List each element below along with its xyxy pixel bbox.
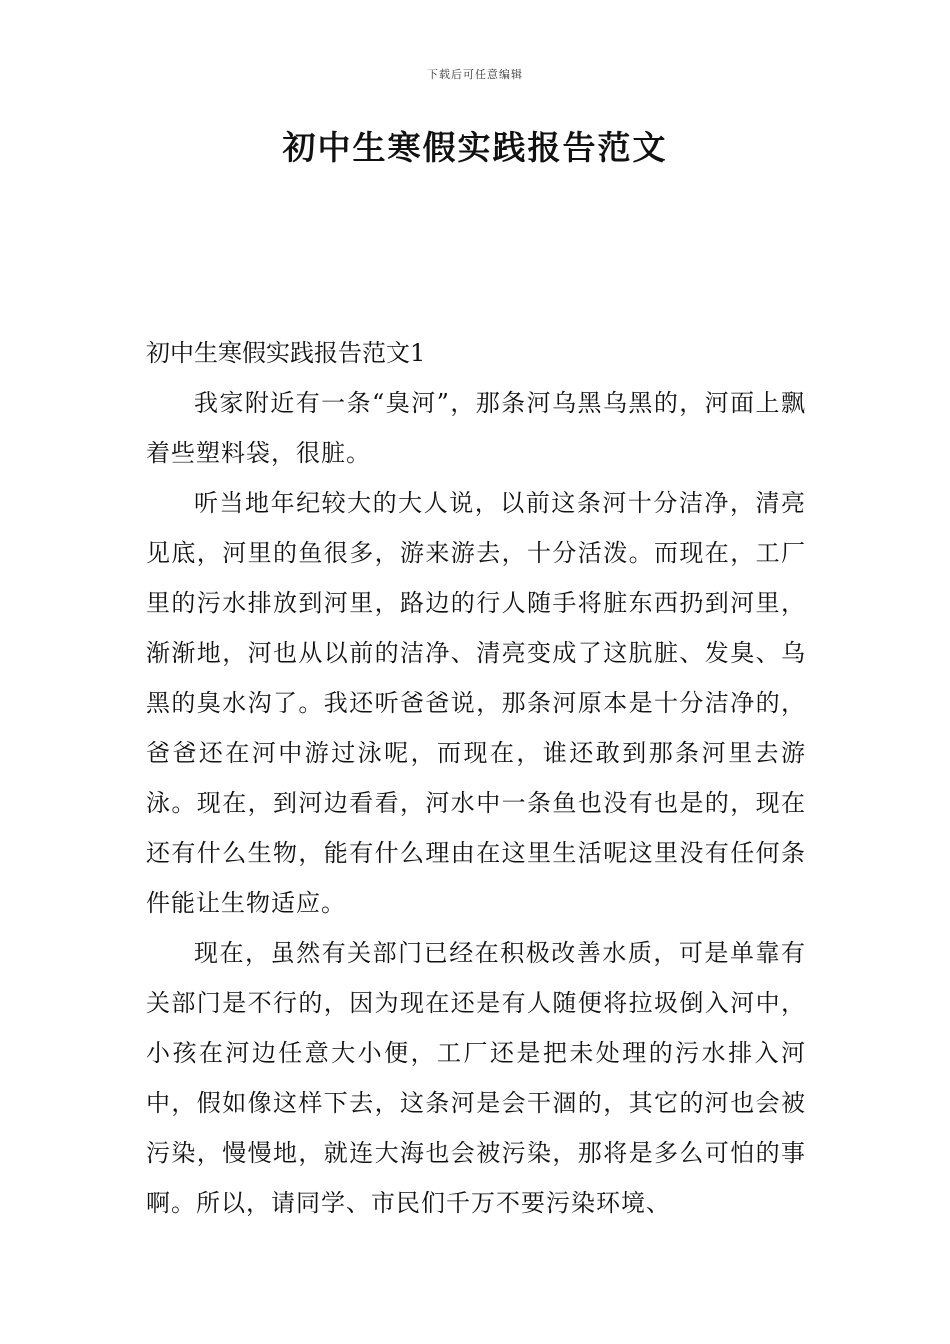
document-title: 初中生寒假实践报告范文 <box>282 128 668 167</box>
paragraph-1: 我家附近有一条“臭河”，那条河乌黑乌黑的，河面上飘着些塑料袋，很脏。 <box>146 389 806 467</box>
document-body <box>146 328 806 1228</box>
section-heading: 初中生寒假实践报告范文1 <box>146 339 426 367</box>
paragraph-2: 听当地年纪较大的大人说，以前这条河十分洁净，清亮见底，河里的鱼很多，游来游去，十分活泼。而现在，工厂里的污水排放到河里，路边的行人随手将脏东西扔到河里，渐渐地，河也从以前的洁净、清亮变成了这肮脏、发臭、乌黑的臭水沟了。我还听爸爸说，那条河原本是十分洁净的，爸爸还在河中游过泳呢，而现在，谁还敢到那条河里去游泳。现在，到河边看看，河水中一条鱼也没有也是的，现在还有什么生物，能有什么理由在这里生活呢这里没有任何条件能让生物适应。 <box>146 489 806 917</box>
paragraph-3: 现在，虽然有关部门已经在积极改善水质，可是单靠有关部门是不行的，因为现在还是有人随便将拉圾倒入河中，小孩在河边任意大小便，工厂还是把未处理的污水排入河中，假如像这样下去，这条河是会干涸的，其它的河也会被污染，慢慢地，就连大海也会被污染，那将是多么可怕的事啊。所以，请同学、市民们千万不要污染环境、 <box>146 939 806 1217</box>
header-note: 下载后可任意编辑 <box>427 68 523 81</box>
